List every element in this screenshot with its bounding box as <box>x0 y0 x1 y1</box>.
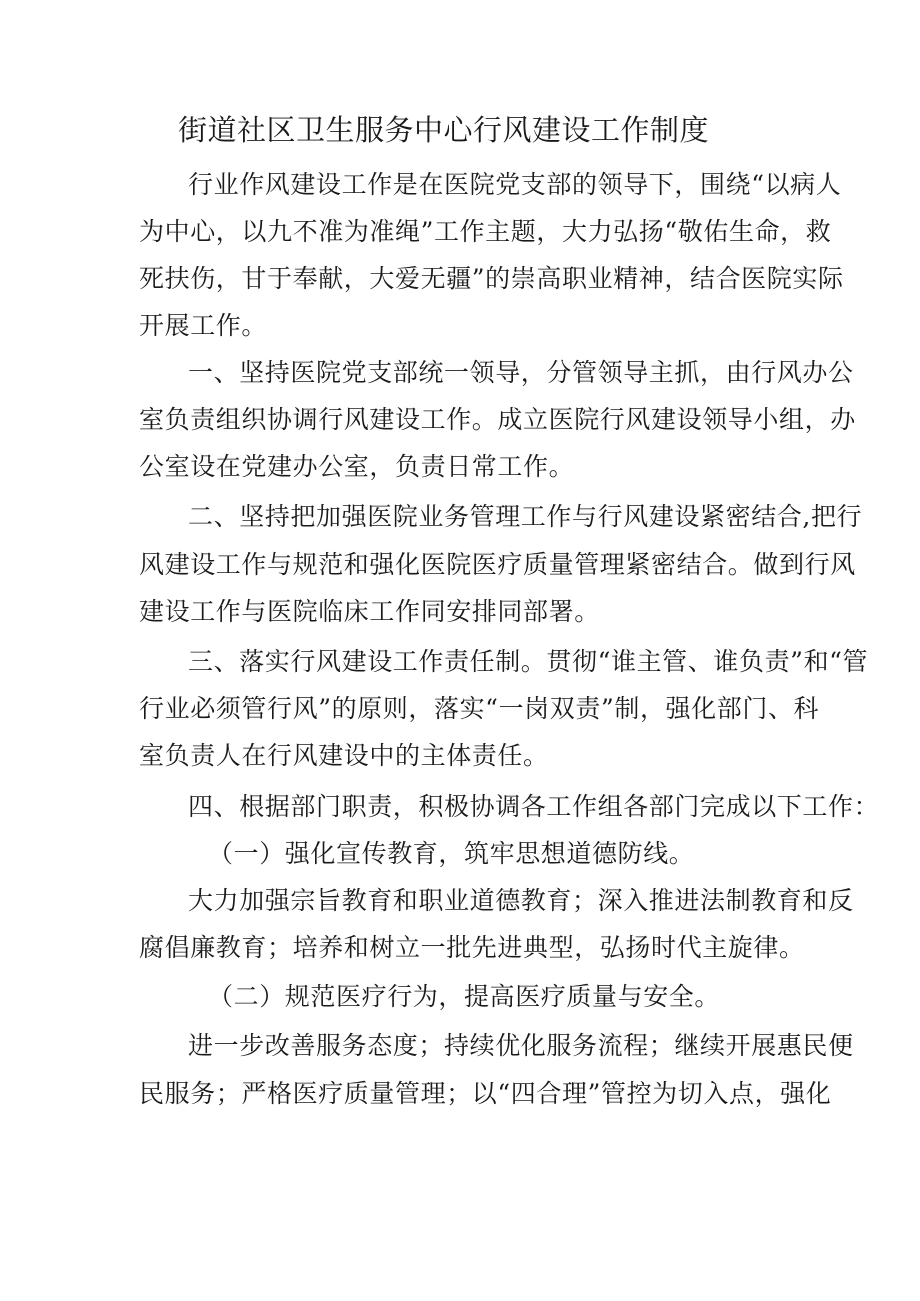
paragraph-line: 建设工作与医院临床工作同安排同部署。 <box>139 597 600 626</box>
paragraph-line: 行业必须管行风”的原则，落实“一岗双责”制，强化部门、科 <box>139 694 820 723</box>
subsection-heading: （二）规范医疗行为，提高医疗质量与安全。 <box>208 982 721 1011</box>
paragraph-line: 民服务；严格医疗质量管理；以“四合理”管控为切入点，强化 <box>139 1079 832 1108</box>
paragraph-line: 风建设工作与规范和强化医院医疗质量管理紧密结合。做到行风 <box>139 550 856 579</box>
paragraph-line: 三、落实行风建设工作责任制。贯彻“谁主管、谁负责”和“管 <box>188 647 869 676</box>
paragraph-line: 腐倡廉教育；培养和树立一批先进典型，弘扬时代主旋律。 <box>139 933 805 962</box>
paragraph-line: 四、根据部门职责，积极协调各工作组各部门完成以下工作： <box>188 792 880 821</box>
subsection-heading: （一）强化宣传教育，筑牢思想道德防线。 <box>208 839 695 868</box>
paragraph-line: 大力加强宗旨教育和职业道德教育；深入推进法制教育和反 <box>188 886 854 915</box>
document-title: 街道社区卫生服务中心行风建设工作制度 <box>178 113 710 147</box>
paragraph-line: 一、坚持医院党支部统一领导，分管领导主抓，由行风办公 <box>188 358 854 387</box>
paragraph-line: 为中心，以九不准为准绳”工作主题，大力弘扬“敬佑生命，救 <box>139 217 832 246</box>
paragraph-line: 公室设在党建办公室，负责日常工作。 <box>139 452 575 481</box>
paragraph-line: 进一步改善服务态度；持续优化服务流程；继续开展惠民便 <box>188 1031 854 1060</box>
paragraph-line: 二、坚持把加强医院业务管理工作与行风建设紧密结合,把行 <box>188 502 863 531</box>
paragraph-line: 室负责人在行风建设中的主体责任。 <box>139 741 549 770</box>
paragraph-line: 室负责组织协调行风建设工作。成立医院行风建设领导小组，办 <box>139 405 856 434</box>
paragraph-line: 行业作风建设工作是在医院党支部的领导下，围绕“以病人 <box>188 170 842 199</box>
paragraph-line: 开展工作。 <box>139 311 268 340</box>
paragraph-line: 死扶伤，甘于奉献，大爱无疆”的崇高职业精神，结合医院实际 <box>139 264 844 293</box>
